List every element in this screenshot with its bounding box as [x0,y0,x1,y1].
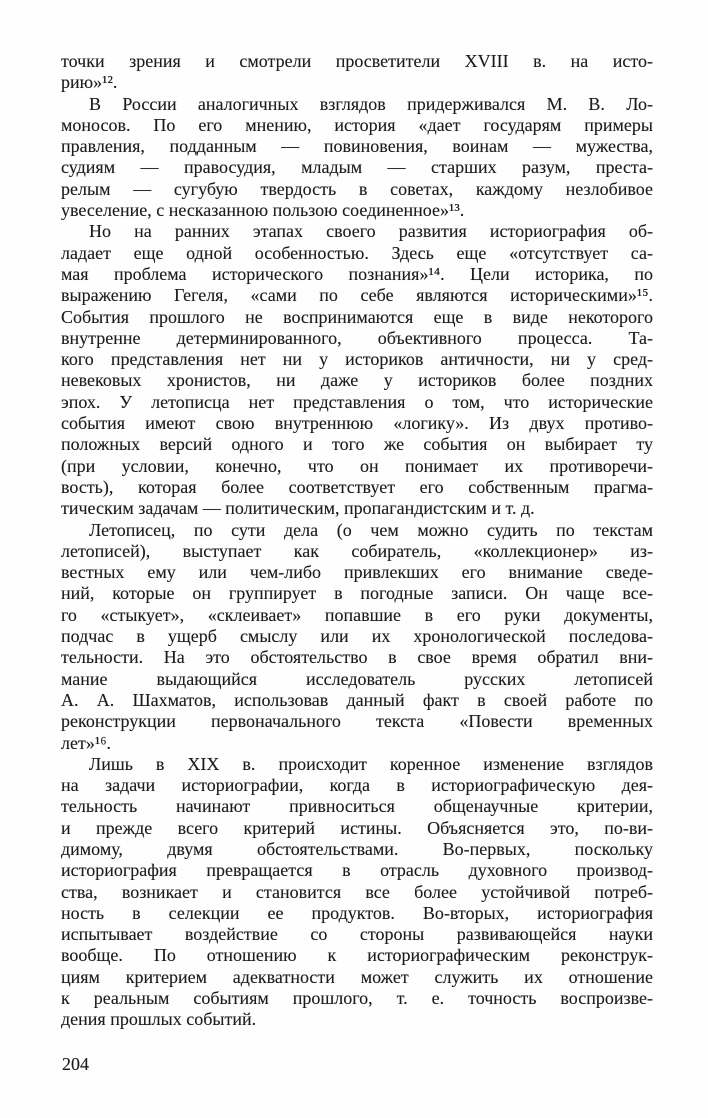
text-line: Но на ранних этапах своего развития историография об- [89,221,653,242]
text-line: вестных ему или чем-либо привлекших его внимание сведе- [61,562,653,583]
text-line: летописей), выступает как собиратель, «коллекционер» из- [61,540,653,561]
paragraph [61,94,653,222]
text-line: кого представления нет ни у историков античности, ни у сред- [61,349,653,370]
text-line: моносов. По его мнению, история «дает государям примеры [61,114,653,135]
text-line: выражению Гегеля, «сами по себе являются историческими»¹⁵. [61,285,653,306]
text-line: В России аналогичных взглядов придерживался М. В. Ло- [89,93,653,114]
text-line: точки зрения и смотрели просветители XVIII в. на исто- [61,51,653,71]
text-line: Летописец, по сути дела (о чем можно судить по текстам [89,519,653,540]
text-line: историография превращается в отрасль духовного производ- [61,860,653,881]
text-line: к реальным событиям прошлого, т. е. точность воспроизве- [61,988,653,1009]
text-line: и прежде всего критерий истины. Объясняется это, по-ви- [61,817,653,838]
text-line: тическим задачам — политическим, пропагандистским и т. д. [61,498,535,519]
text-line: правления, подданным — повиновения, воинам — мужества, [61,136,653,157]
text-line: ладает еще одной особенностью. Здесь еще «отсутствует са- [61,242,653,263]
text-line: лет»¹⁶. [61,732,112,753]
text-line: димому, двумя обстоятельствами. Во-первых, поскольку [61,838,653,859]
text-line: ность в селекции ее продуктов. Во-вторых, историография [61,902,653,923]
text-line: События прошлого не воспринимаются еще в виде некоторого [61,306,653,327]
text-line: релым — сугубую твердость в советах, каждому незлобивое [61,178,653,199]
text-line: события имеют свою внутреннюю «логику». Из двух противо- [61,413,653,434]
text-line: невековых хронистов, ни даже у историков более поздних [61,370,653,391]
text-line: рию»¹². [61,72,118,93]
text-line: тельность начинают привноситься общенаучные критерии, [61,796,653,817]
paragraph [61,221,653,519]
page-number: 204 [62,1054,89,1074]
text-line: тельности. На это обстоятельство в свое время обратил вни- [61,647,653,668]
text-line: эпох. У летописца нет представления о том, что исторические [61,391,653,412]
text-line: испытывает воздействие со стороны развивающейся науки [61,924,653,945]
text-line: мание выдающийся исследователь русских летописей [61,668,653,689]
text-line: увеселение, с несказанною пользою соединенное»¹³. [61,200,465,221]
text-line: Лишь в XIX в. происходит коренное изменение взглядов [89,753,653,774]
paragraph [61,754,653,1031]
paragraph [61,520,653,754]
text-line: внутренне детерминированного, объективного процесса. Та- [61,327,653,348]
text-line: (при условии, конечно, что он понимает их противоречи- [61,455,653,476]
text-line: А. А. Шахматов, использовав данный факт в своей работе по [61,689,653,710]
text-line: го «стыкует», «склеивает» попавшие в его руки документы, [61,604,653,625]
text-line: ства, возникает и становится все более устойчивой потреб- [61,881,653,902]
text-line: дения прошлых событий. [61,1009,257,1030]
text-line: положных версий одного и того же события он выбирает ту [61,434,653,455]
text-line: вость), которая более соответствует его собственным прагма- [61,476,653,497]
text-line: вообще. По отношению к историографическим реконструк- [61,945,653,966]
text-line: на задачи историографии, когда в историографическую дея- [61,775,653,796]
text-line: судиям — правосудия, младым — старших разум, преста- [61,157,653,178]
text-line: реконструкции первоначального текста «Повести временных [61,711,653,732]
text-line: ний, которые он группирует в погодные записи. Он чаще все- [61,583,653,604]
text-line: подчас в ущерб смыслу или их хронологической последова- [61,626,653,647]
text-line: циям критерием адекватности может служить их отношение [61,966,653,987]
text-line: мая проблема исторического познания»¹⁴. Цели историка, по [61,263,653,284]
paragraph [61,51,653,94]
page-text [61,51,653,1031]
